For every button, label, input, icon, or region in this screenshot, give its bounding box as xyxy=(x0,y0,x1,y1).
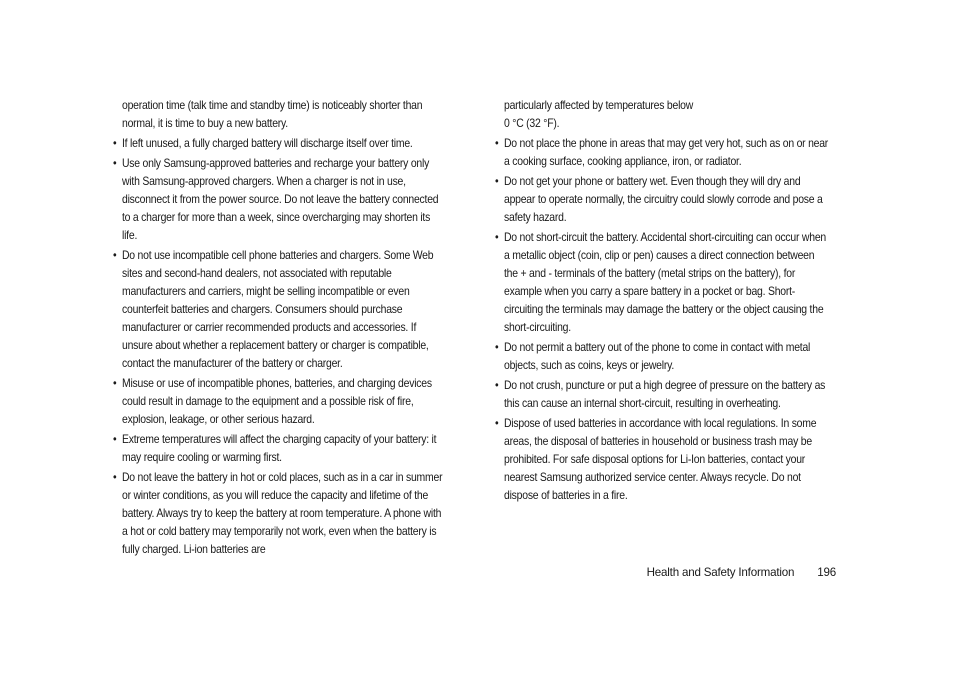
list-item-text: Do not short-circuit the battery. Accidental short-circuiting can occur when a metallic object (coin, clip or pen) causes a direct connection between the + and - terminals of the battery (metal strips on the battery), for example when you carry a spare battery in a pocket or bag. Short-circuiting the terminals may damage the battery or the object causing the short-circuiting. xyxy=(504,231,826,334)
footer-section-title: Health and Safety Information xyxy=(646,566,795,579)
list-item-text: Extreme temperatures will affect the charging capacity of your battery: it may require cooling or warming first. xyxy=(122,433,437,464)
list-item-text: Do not crush, puncture or put a high degree of pressure on the battery as this can cause an internal short-circuit, resulting in overheating. xyxy=(504,379,826,410)
bullet-glyph: • xyxy=(495,341,499,354)
bullet-glyph: • xyxy=(495,175,499,188)
bullet-glyph: • xyxy=(113,157,117,170)
list-item-text: Do not use incompatible cell phone batteries and chargers. Some Web sites and second-hand dealers, not associated with reputable manufacturers and carriers, might be selling incompatible or even counterfeit batteries and chargers. Consumers should purchase manufacturer or carrier recommended products and accessories. If unsure about whether a replacement battery or charger is compatible, contact the manufacturer of the battery or charger. xyxy=(122,249,434,370)
list-item-text: Dispose of used batteries in accordance with local regulations. In some areas, the disposal of batteries in household or business trash may be prohibited. For safe disposal options for Li-Ion batteries, contact your nearest Samsung authorized service center. Always recycle. Do not dispose of batteries in a fire. xyxy=(504,417,817,502)
list-item xyxy=(495,415,830,505)
right-column xyxy=(495,97,830,507)
list-item xyxy=(495,135,830,171)
bullet-glyph: • xyxy=(495,137,499,150)
bullet-glyph: • xyxy=(113,249,117,262)
bullet-glyph: • xyxy=(495,231,499,244)
bullet-glyph: • xyxy=(113,471,117,484)
list-item xyxy=(113,247,448,373)
list-item xyxy=(113,469,448,559)
left-column xyxy=(113,97,448,561)
bullet-glyph: • xyxy=(495,417,499,430)
page-number: 196 xyxy=(817,566,836,579)
list-item-text: Misuse or use of incompatible phones, batteries, and charging devices could result in damage to the equipment and a possible risk of fire, explosion, leakage, or other serious hazard. xyxy=(122,377,432,426)
list-item xyxy=(113,431,448,467)
list-item xyxy=(113,375,448,429)
bullet-glyph: • xyxy=(113,433,117,446)
list-item xyxy=(113,135,448,153)
list-item xyxy=(495,173,830,227)
list-item xyxy=(495,377,830,413)
list-item xyxy=(495,339,830,375)
list-item xyxy=(113,155,448,245)
list-item xyxy=(495,229,830,337)
continuation-line-1: particularly affected by temperatures below xyxy=(504,99,694,112)
list-item-text: Do not get your phone or battery wet. Even though they will dry and appear to operate normally, the circuitry could slowly corrode and pose a safety hazard. xyxy=(504,175,823,224)
left-continuation-text: operation time (talk time and standby time) is noticeably shorter than normal, it is time to buy a new battery. xyxy=(122,99,423,130)
continuation-line-2: 0 °C (32 °F). xyxy=(504,117,560,130)
right-continuation-text xyxy=(495,97,830,133)
list-item-text: If left unused, a fully charged battery will discharge itself over time. xyxy=(122,137,413,150)
list-item-text: Use only Samsung-approved batteries and recharge your battery only with Samsung-approved chargers. When a charger is not in use, disconnect it from the power source. Do not leave the battery connected to a charger for more than a week, since overcharging may shorten its life. xyxy=(122,157,439,242)
bullet-glyph: • xyxy=(113,377,117,390)
list-item-text: Do not permit a battery out of the phone to come in contact with metal objects, such as coins, keys or jewelry. xyxy=(504,341,811,372)
bullet-glyph: • xyxy=(495,379,499,392)
list-item-text: Do not place the phone in areas that may get very hot, such as on or near a cooking surface, cooking appliance, iron, or radiator. xyxy=(504,137,829,168)
bullet-glyph: • xyxy=(113,137,117,150)
list-item-text: Do not leave the battery in hot or cold places, such as in a car in summer or winter conditions, as you will reduce the capacity and lifetime of the battery. Always try to keep the battery at room temperature. A phone with a hot or cold battery may temporarily not work, even when the battery is fully charged. Li-ion batteries are xyxy=(122,471,443,556)
page-footer xyxy=(647,564,836,582)
